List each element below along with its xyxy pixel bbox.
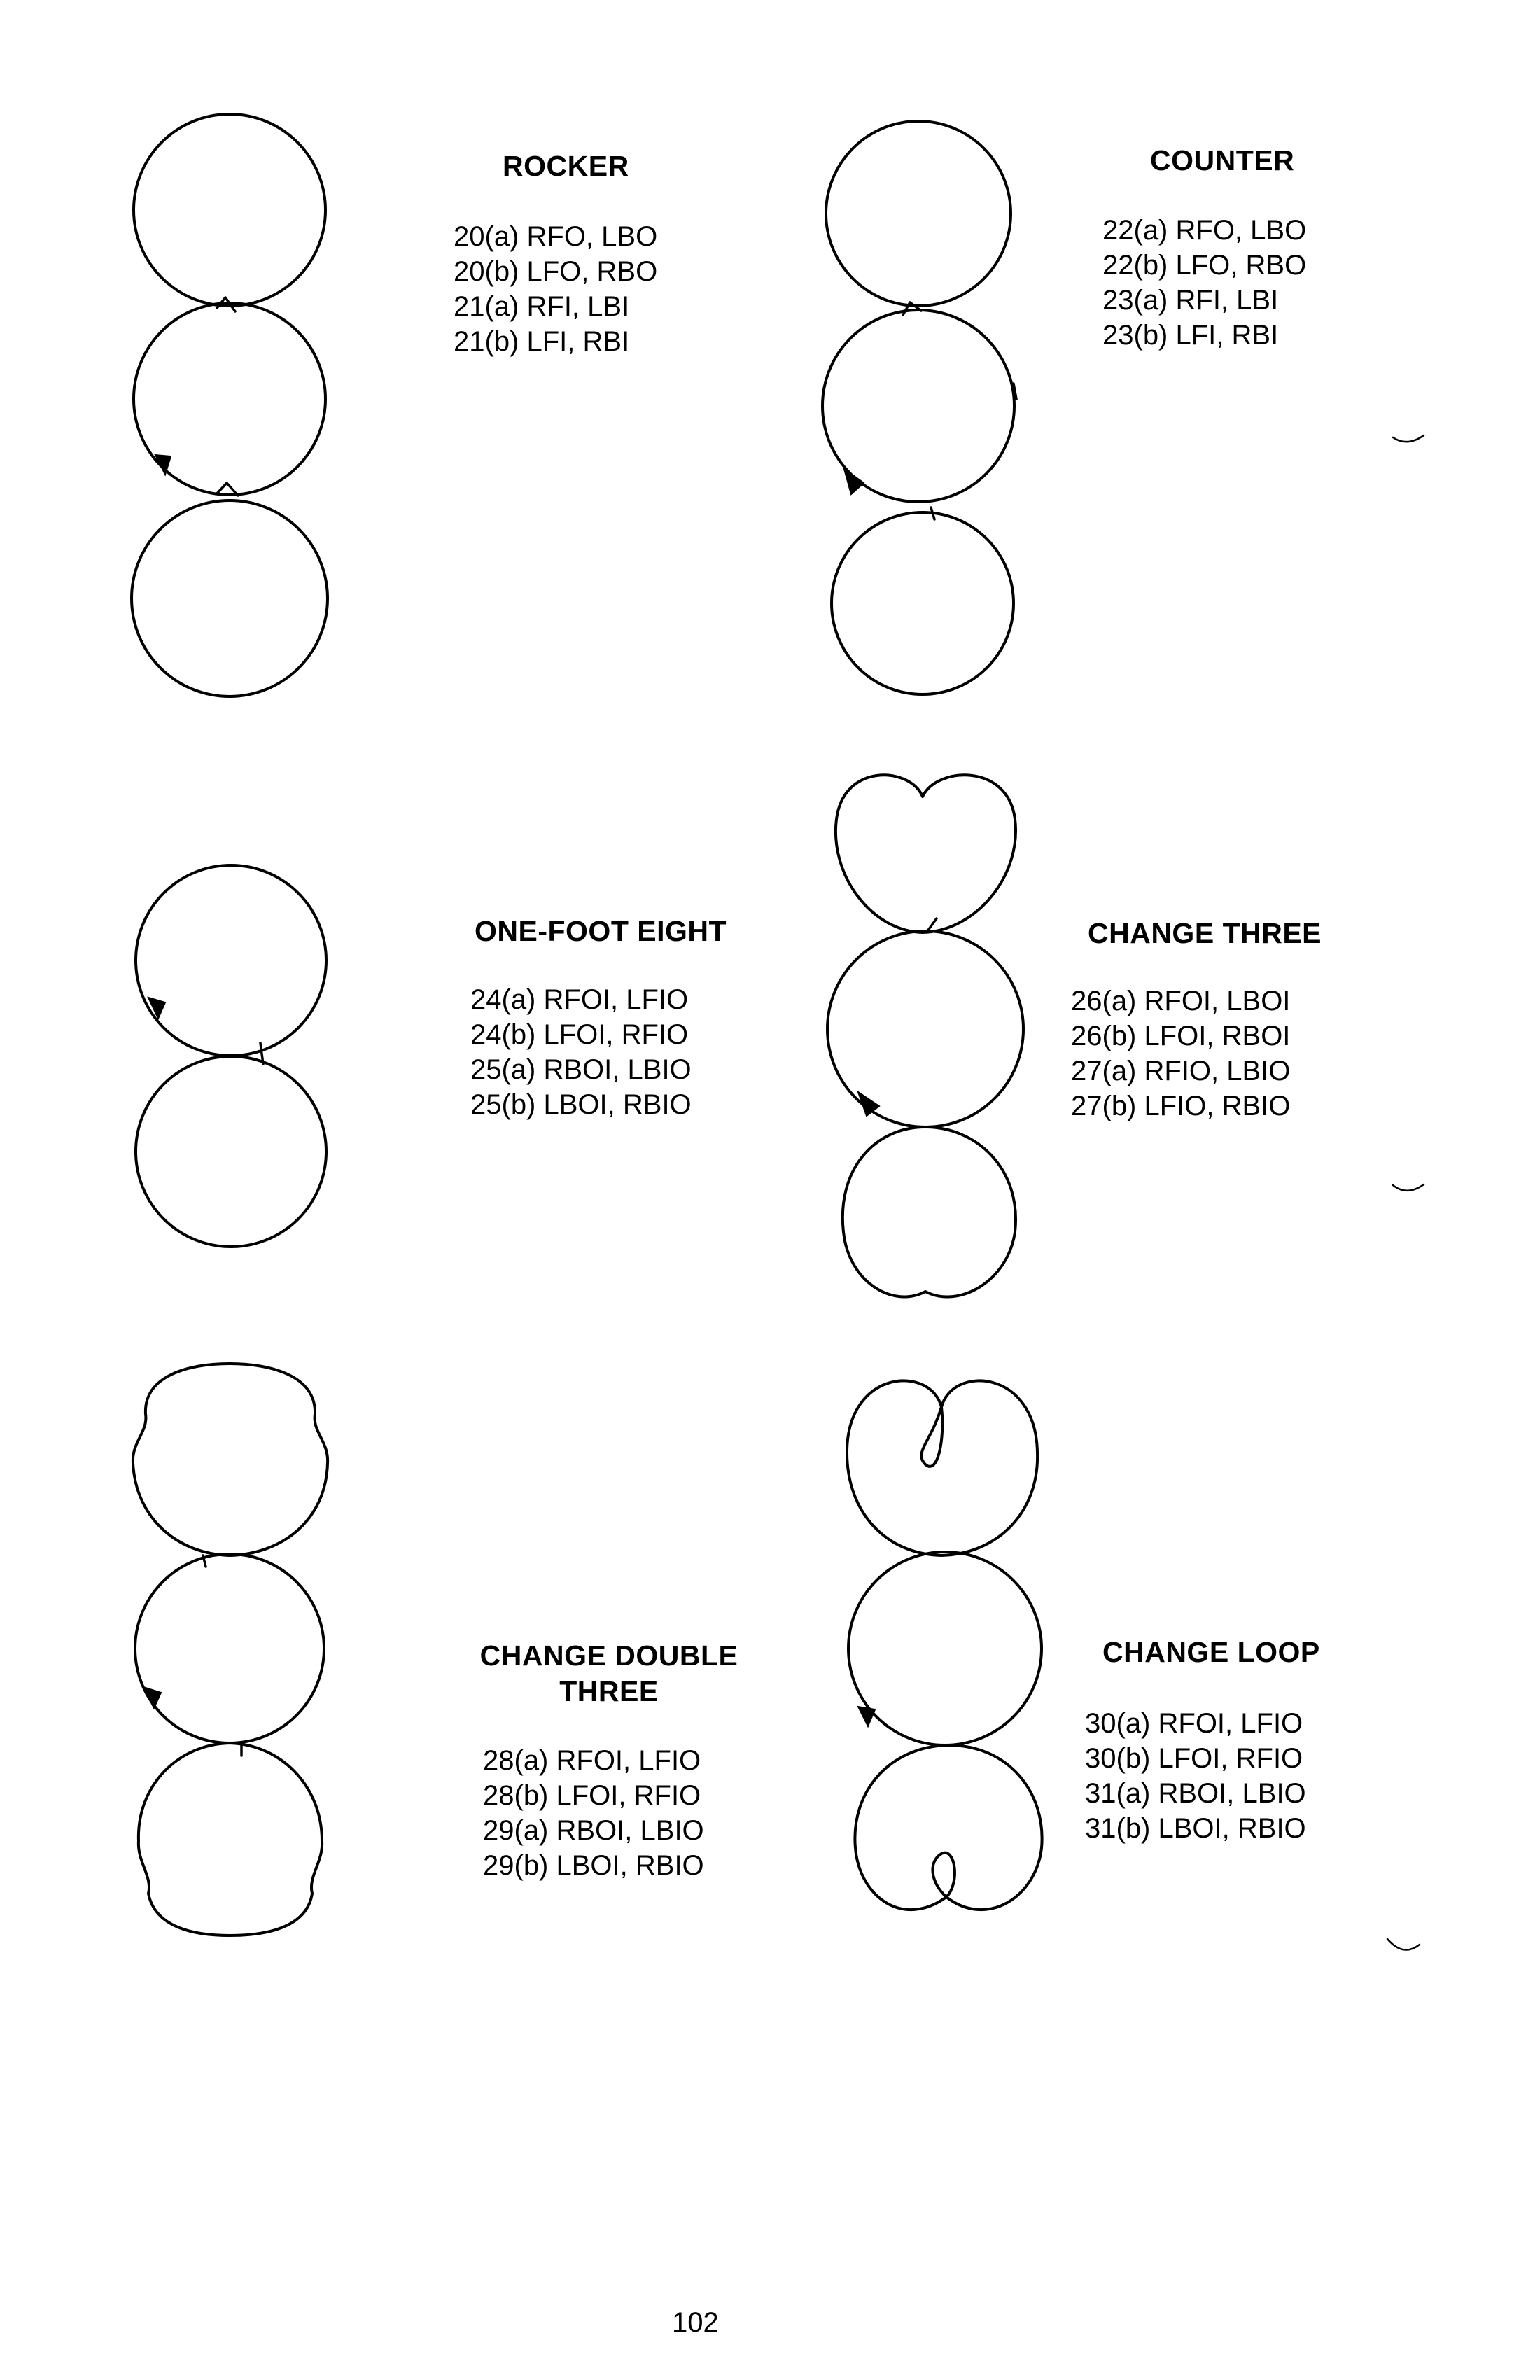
counter-cusp-lower: [931, 507, 934, 519]
change-three-edge-list: [1071, 983, 1290, 1124]
change-double-three-edge-item: 29(a) RBOI, LBIO: [483, 1815, 704, 1846]
one-foot-eight-edge-list: [470, 982, 692, 1122]
change-double-three-title: [476, 1639, 742, 1708]
one-foot-eight-title: ONE-FOOT EIGHT: [475, 915, 727, 947]
rocker-edge-item: 21(a) RFI, LBI: [454, 291, 630, 322]
margin-mark-1: [1393, 435, 1424, 442]
change-double-three-edge-list: [483, 1743, 704, 1883]
change-three-edge-item: 26(a) RFOI, LBOI: [1071, 986, 1291, 1016]
change-double-three-middle-circle: [135, 1554, 324, 1743]
change-loop-edge-list: [1085, 1706, 1306, 1846]
margin-mark-2: [1393, 1184, 1424, 1191]
counter-edge-item: 22(a) RFO, LBO: [1102, 215, 1307, 246]
page-number: 102: [672, 2307, 719, 2338]
change-three-edge-item: 27(b) LFIO, RBIO: [1071, 1091, 1291, 1121]
one-foot-eight-edge-item: 24(b) LFOI, RFIO: [470, 1019, 689, 1050]
change-double-three-bottom-shape: [139, 1743, 322, 1935]
change-loop-diagram: [847, 1380, 1042, 1910]
one-foot-eight-diagram: [136, 865, 326, 1247]
counter-title: COUNTER: [1150, 144, 1295, 176]
change-double-three-edge-item: 28(b) LFOI, RFIO: [483, 1780, 701, 1811]
one-foot-eight-bottom-circle: [136, 1056, 326, 1247]
counter-top-circle: [826, 121, 1011, 306]
change-loop-edge-item: 31(b) LBOI, RBIO: [1085, 1813, 1306, 1844]
one-foot-eight-top-circle: [136, 865, 326, 1056]
one-foot-eight-edge-item: 24(a) RFOI, LFIO: [470, 984, 689, 1015]
rocker-bottom-circle: [132, 500, 328, 696]
change-double-three-edge-item: 29(b) LBOI, RBIO: [483, 1850, 704, 1881]
change-double-three-direction-arrow: [144, 1687, 161, 1708]
change-double-three-top-shape: [133, 1364, 328, 1555]
change-three-top-shape: [836, 775, 1016, 932]
change-loop-bottom-shape: [855, 1745, 1042, 1910]
counter-edge-item: 23(b) LFI, RBI: [1102, 320, 1279, 351]
rocker-title: ROCKER: [503, 150, 629, 182]
change-three-edge-item: 27(a) RFIO, LBIO: [1071, 1056, 1291, 1086]
rocker-edge-item: 20(a) RFO, LBO: [454, 221, 658, 252]
counter-middle-circle: [822, 310, 1014, 502]
change-three-bottom-shape: [843, 1127, 1016, 1296]
change-three-edge-item: 26(b) LFOI, RBOI: [1071, 1021, 1291, 1051]
rocker-edge-item: 21(b) LFI, RBI: [454, 326, 630, 357]
change-loop-top-shape: [847, 1380, 1037, 1555]
change-loop-bottom-loop: [932, 1853, 955, 1897]
one-foot-eight-direction-arrow: [148, 997, 165, 1018]
change-loop-title: CHANGE LOOP: [1102, 1636, 1320, 1668]
change-three-diagram: [827, 775, 1023, 1296]
counter-diagram: [822, 121, 1016, 694]
margin-mark-3: [1387, 1939, 1420, 1950]
change-loop-edge-item: 31(a) RBOI, LBIO: [1085, 1778, 1306, 1809]
counter-edge-list: [1102, 213, 1306, 353]
counter-edge-item: 23(a) RFI, LBI: [1102, 285, 1279, 316]
change-double-three-diagram: [133, 1364, 328, 1935]
change-loop-middle-circle: [848, 1552, 1042, 1745]
rocker-top-circle: [134, 114, 326, 306]
one-foot-eight-edge-item: 25(a) RBOI, LBIO: [470, 1054, 692, 1085]
counter-bottom-circle: [832, 512, 1014, 694]
change-three-middle-circle: [827, 931, 1023, 1127]
one-foot-eight-edge-item: 25(b) LBOI, RBIO: [470, 1089, 692, 1120]
counter-edge-item: 22(b) LFO, RBO: [1102, 250, 1307, 281]
change-double-three-title-line2: THREE: [559, 1675, 659, 1707]
rocker-edge-item: 20(b) LFO, RBO: [454, 256, 658, 287]
change-loop-direction-arrow: [858, 1707, 875, 1726]
rocker-diagram: [132, 114, 328, 696]
rocker-edge-list: [454, 219, 657, 359]
change-three-title: CHANGE THREE: [1088, 917, 1322, 949]
change-double-three-edge-item: 28(a) RFOI, LFIO: [483, 1745, 701, 1776]
change-loop-edge-item: 30(a) RFOI, LFIO: [1085, 1708, 1303, 1739]
counter-direction-arrow: [844, 469, 864, 494]
change-loop-edge-item: 30(b) LFOI, RFIO: [1085, 1743, 1303, 1774]
change-three-cusp: [927, 918, 937, 931]
change-double-three-title-line1: CHANGE DOUBLE: [479, 1639, 738, 1672]
